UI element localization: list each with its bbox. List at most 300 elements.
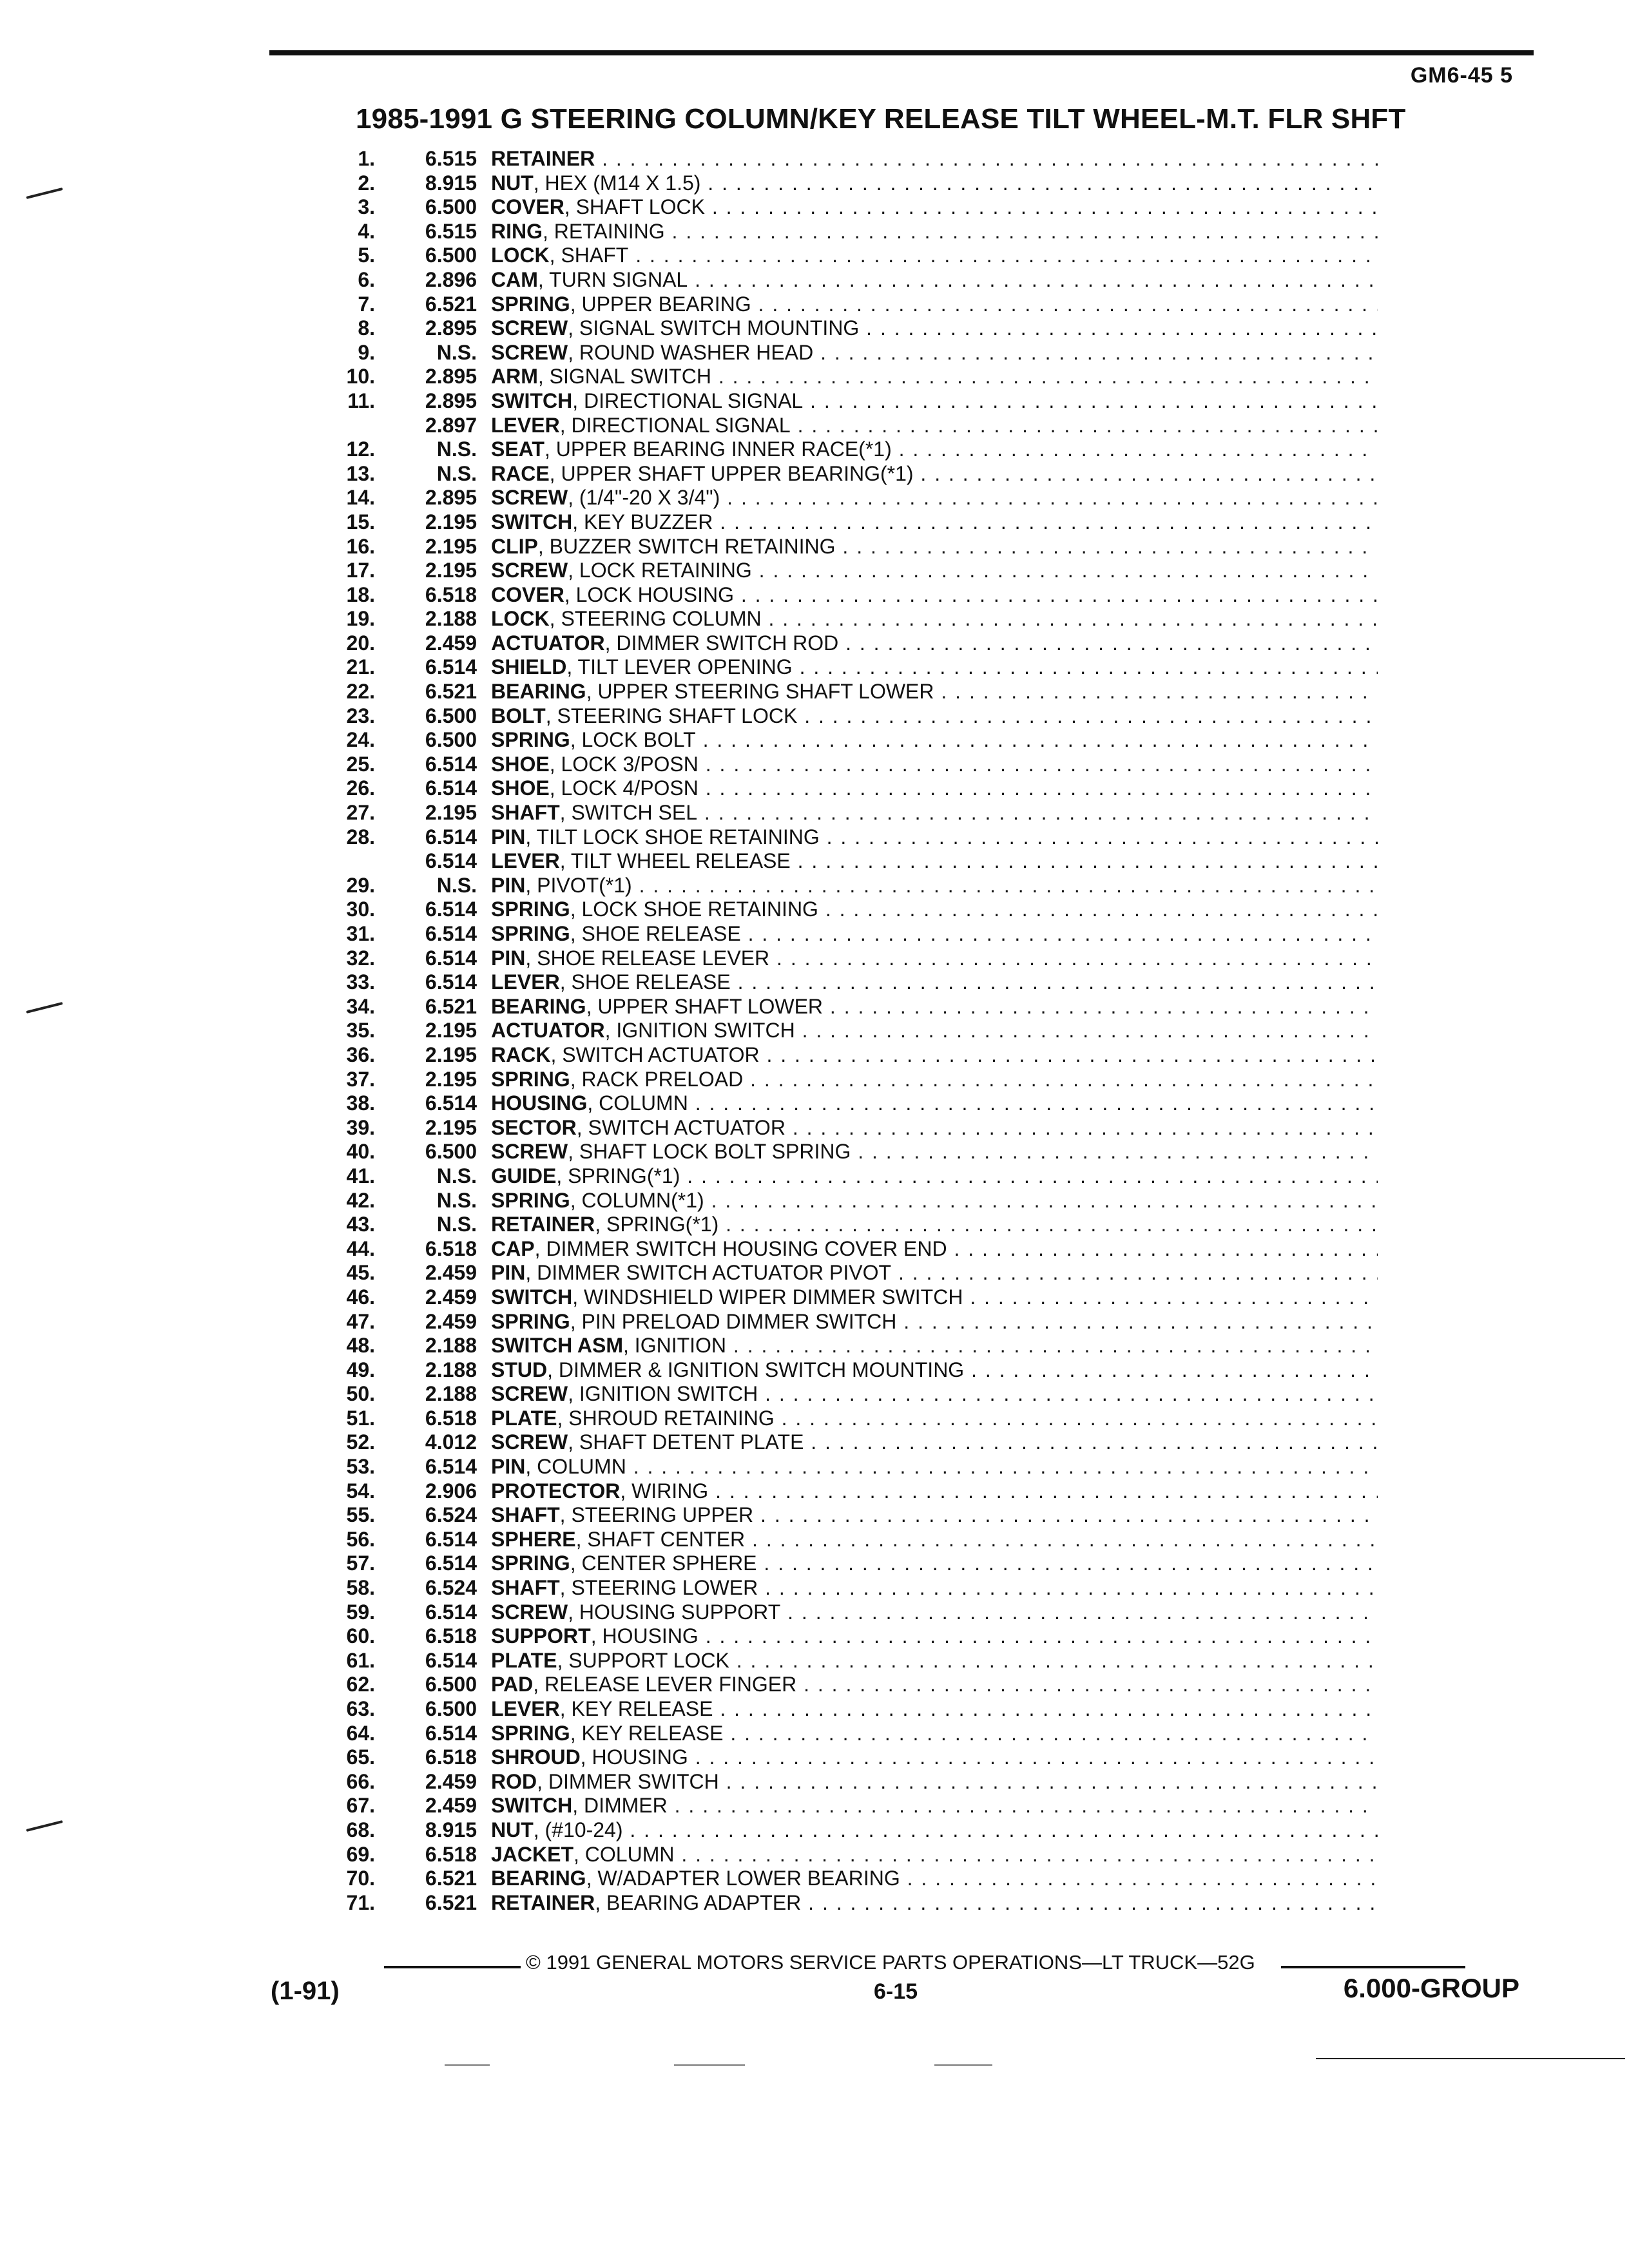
part-row (0, 437, 1629, 462)
part-name: SCREW (491, 1140, 568, 1164)
part-name: SCREW (491, 340, 568, 364)
part-name: COVER (491, 582, 564, 606)
group-number: 2.188 (425, 1358, 477, 1381)
part-number: 18. (346, 582, 375, 606)
part-number: 59. (346, 1600, 375, 1624)
part-qualifier: , DIMMER SWITCH ROD (604, 631, 839, 655)
part-number: 33. (346, 970, 375, 994)
part-description (491, 680, 1378, 704)
part-description (491, 607, 1378, 631)
part-description (491, 1334, 1378, 1358)
copyright-text: © 1991 GENERAL MOTORS SERVICE PARTS OPERATIONS—LT TRUCK—52G (526, 1951, 1255, 1974)
part-description (491, 631, 1378, 656)
part-description (491, 1068, 1378, 1092)
part-qualifier: , LOCK SHOE RETAINING (570, 898, 818, 921)
part-row (0, 970, 1629, 995)
part-number: 27. (346, 801, 375, 825)
part-row (0, 1576, 1629, 1600)
group-number: 2.895 (425, 389, 477, 412)
part-row (0, 171, 1629, 196)
part-row (0, 559, 1629, 583)
group-number: 6.500 (425, 195, 477, 219)
part-qualifier: , SWITCH ACTUATOR (576, 1115, 786, 1139)
part-number: 26. (346, 776, 375, 800)
part-row (0, 898, 1629, 922)
part-name: SPRING (491, 1309, 570, 1333)
part-number: 13. (346, 461, 375, 485)
part-qualifier: , SHOE RELEASE (559, 970, 731, 994)
group-number: 2.195 (425, 801, 477, 825)
group-number: 6.521 (425, 1890, 477, 1914)
part-row (0, 510, 1629, 535)
part-name: SWITCH (491, 1794, 573, 1818)
part-description (491, 1722, 1378, 1746)
part-number: 9. (358, 340, 375, 364)
part-name: JACKET (491, 1842, 574, 1866)
group-number: 6.514 (425, 1527, 477, 1551)
group-number: 6.514 (425, 752, 477, 776)
part-number: 21. (346, 655, 375, 679)
part-description (491, 293, 1378, 317)
part-row (0, 583, 1629, 608)
footer-rule-right (1281, 1966, 1465, 1968)
part-name: SHOE (491, 776, 550, 800)
group-number: 6.521 (425, 1867, 477, 1890)
part-number: 16. (346, 534, 375, 558)
part-row (0, 341, 1629, 365)
page-code: GM6-45 5 (1410, 63, 1513, 88)
part-number: 8. (358, 316, 375, 340)
part-qualifier: , BEARING ADAPTER (595, 1890, 802, 1914)
part-row (0, 1043, 1629, 1068)
part-qualifier: , LOCK HOUSING (564, 582, 734, 606)
group-number: 6.518 (425, 1745, 477, 1769)
part-name: SWITCH (491, 510, 573, 533)
part-row (0, 1745, 1629, 1770)
group-number: 6.515 (425, 147, 477, 170)
part-qualifier: , HOUSING SUPPORT (568, 1600, 781, 1624)
part-description (491, 898, 1378, 922)
part-name: SCREW (491, 316, 568, 340)
part-row (0, 147, 1629, 171)
part-description (491, 1843, 1378, 1867)
part-name: ACTUATOR (491, 631, 605, 655)
part-description (491, 1382, 1378, 1407)
part-description (491, 147, 1378, 171)
part-name: RETAINER (491, 1890, 595, 1914)
part-qualifier: , PIVOT(*1) (525, 873, 632, 897)
part-row (0, 1116, 1629, 1140)
part-name: LOCK (491, 244, 550, 267)
part-description (491, 1116, 1378, 1140)
part-row (0, 1068, 1629, 1092)
part-number: 48. (346, 1334, 375, 1358)
group-number: 6.500 (425, 728, 477, 752)
part-name: SWITCH (491, 1285, 573, 1309)
group-number: 6.515 (425, 219, 477, 243)
part-name: SWITCH ASM (491, 1334, 624, 1358)
group-number: 6.514 (425, 1600, 477, 1624)
part-number: 20. (346, 631, 375, 655)
part-description (491, 1697, 1378, 1722)
part-number: 63. (346, 1697, 375, 1720)
part-description (491, 1770, 1378, 1794)
part-qualifier: , CENTER SPHERE (570, 1552, 757, 1575)
part-name: SPRING (491, 728, 570, 752)
part-row (0, 535, 1629, 559)
group-number: 2.897 (425, 413, 477, 437)
part-row (0, 1213, 1629, 1237)
part-name: SHOE (491, 752, 550, 776)
part-description (491, 1407, 1378, 1431)
group-number: 6.521 (425, 292, 477, 316)
part-name: PIN (491, 946, 526, 970)
part-number: 39. (346, 1115, 375, 1139)
part-qualifier: , STEERING SHAFT LOCK (545, 704, 798, 727)
scan-dash (934, 2064, 992, 2066)
part-qualifier: , LOCK 4/POSN (549, 776, 699, 800)
part-description (491, 1237, 1378, 1262)
part-number: 3. (358, 195, 375, 219)
group-number: 4.012 (425, 1430, 477, 1454)
part-description (491, 1818, 1378, 1843)
part-description (491, 1624, 1378, 1649)
group-number: 2.195 (425, 559, 477, 582)
part-qualifier: , LOCK BOLT (570, 728, 696, 752)
part-number: 30. (346, 898, 375, 921)
part-description (491, 1043, 1378, 1068)
part-row (0, 293, 1629, 317)
group-number: 2.459 (425, 1309, 477, 1333)
part-number: 23. (346, 704, 375, 727)
part-name: ACTUATOR (491, 1019, 605, 1043)
part-row (0, 995, 1629, 1019)
part-number: 38. (346, 1091, 375, 1115)
part-qualifier: , WINDSHIELD WIPER DIMMER SWITCH (572, 1285, 963, 1309)
part-row (0, 1285, 1629, 1310)
group-number: 6.514 (425, 970, 477, 994)
part-qualifier: , SHAFT DETENT PLATE (568, 1430, 804, 1454)
part-row (0, 220, 1629, 244)
group-number: 2.459 (425, 631, 477, 655)
part-qualifier: , HEX (M14 X 1.5) (533, 171, 701, 195)
part-qualifier: , UPPER SHAFT UPPER BEARING(*1) (549, 461, 914, 485)
group-number: 2.459 (425, 1261, 477, 1285)
part-row (0, 316, 1629, 341)
group-number: 6.514 (425, 1455, 477, 1479)
part-number: 14. (346, 486, 375, 510)
part-number: 19. (346, 607, 375, 631)
part-description (491, 583, 1378, 608)
part-description (491, 825, 1378, 850)
part-number: 65. (346, 1745, 375, 1769)
group-number: 6.500 (425, 244, 477, 267)
group-number: 6.514 (425, 1091, 477, 1115)
part-qualifier: , KEY RELEASE (570, 1721, 724, 1745)
part-row (0, 1867, 1629, 1891)
part-name: BEARING (491, 994, 586, 1018)
part-name: RACE (491, 461, 550, 485)
part-number: 67. (346, 1794, 375, 1818)
part-number: 62. (346, 1673, 375, 1696)
group-number: N.S. (436, 340, 477, 364)
part-number: 61. (346, 1648, 375, 1672)
part-name: GUIDE (491, 1164, 557, 1187)
part-row (0, 1600, 1629, 1625)
group-number: 6.514 (425, 946, 477, 970)
part-number: 24. (346, 728, 375, 752)
part-number: 41. (346, 1164, 375, 1187)
part-row (0, 704, 1629, 729)
part-name: RETAINER (491, 147, 595, 170)
part-qualifier: , SHOE RELEASE LEVER (525, 946, 770, 970)
group-number: 6.500 (425, 1140, 477, 1164)
group-number: 6.500 (425, 1673, 477, 1696)
page-number: 6-15 (874, 1979, 918, 2004)
part-description (491, 1528, 1378, 1552)
part-row (0, 1164, 1629, 1189)
part-description (491, 195, 1378, 220)
part-qualifier: , PIN PRELOAD DIMMER SWITCH (570, 1309, 897, 1333)
part-qualifier: , SHOE RELEASE (570, 922, 741, 945)
part-qualifier: , DIMMER SWITCH (537, 1769, 719, 1793)
part-qualifier: , W/ADAPTER LOWER BEARING (586, 1867, 900, 1890)
part-row (0, 1552, 1629, 1576)
part-number: 49. (346, 1358, 375, 1381)
part-name: SPRING (491, 1721, 570, 1745)
part-number: 54. (346, 1479, 375, 1503)
parts-list (0, 147, 1629, 1915)
part-number: 17. (346, 559, 375, 582)
part-name: SPRING (491, 922, 570, 945)
group-number: 8.915 (425, 1818, 477, 1841)
group-number: 2.459 (425, 1285, 477, 1309)
part-description (491, 947, 1378, 971)
part-qualifier: , DIMMER SWITCH HOUSING COVER END (534, 1236, 947, 1260)
group-number: 6.521 (425, 994, 477, 1018)
group-number: 6.514 (425, 1721, 477, 1745)
part-description (491, 728, 1378, 753)
part-name: NUT (491, 1818, 534, 1841)
group-number: 2.459 (425, 1794, 477, 1818)
part-number: 35. (346, 1019, 375, 1043)
group-number: 6.514 (425, 898, 477, 921)
part-qualifier: , IGNITION SWITCH (604, 1019, 795, 1043)
part-number: 71. (346, 1890, 375, 1914)
part-qualifier: , DIMMER & IGNITION SWITCH MOUNTING (547, 1358, 965, 1381)
part-row (0, 1697, 1629, 1722)
part-qualifier: , UPPER BEARING INNER RACE(*1) (544, 437, 892, 461)
part-name: PLATE (491, 1648, 557, 1672)
part-row (0, 874, 1629, 898)
part-description (491, 535, 1378, 559)
part-row (0, 825, 1629, 850)
part-description (491, 268, 1378, 293)
group-number: 6.518 (425, 1236, 477, 1260)
part-qualifier: , KEY BUZZER (572, 510, 713, 533)
part-row (0, 389, 1629, 414)
group-number: 2.195 (425, 1019, 477, 1043)
part-description (491, 1213, 1378, 1237)
part-qualifier: , COLUMN (587, 1091, 688, 1115)
part-row (0, 1237, 1629, 1262)
group-number: 6.500 (425, 1697, 477, 1720)
group-number: 2.459 (425, 1769, 477, 1793)
part-number: 58. (346, 1576, 375, 1600)
part-row (0, 1358, 1629, 1383)
part-description (491, 1455, 1378, 1479)
part-row (0, 462, 1629, 486)
part-description (491, 1285, 1378, 1310)
part-qualifier: , COLUMN(*1) (570, 1188, 704, 1212)
part-row (0, 849, 1629, 874)
part-name: PLATE (491, 1406, 557, 1430)
group-number: 6.524 (425, 1576, 477, 1600)
part-row (0, 947, 1629, 971)
part-name: PIN (491, 1261, 526, 1285)
part-name: SPHERE (491, 1527, 576, 1551)
part-qualifier: , SHAFT CENTER (575, 1527, 746, 1551)
part-name: LEVER (491, 413, 560, 437)
revision-date: (1-91) (271, 1977, 340, 2005)
part-number: 53. (346, 1455, 375, 1479)
part-name: SCREW (491, 1430, 568, 1454)
part-row (0, 1649, 1629, 1673)
group-number: 2.195 (425, 1067, 477, 1091)
group-number: 2.906 (425, 1479, 477, 1503)
part-number: 36. (346, 1043, 375, 1066)
part-number: 31. (346, 922, 375, 945)
part-qualifier: , SHAFT LOCK (564, 195, 705, 219)
part-number: 11. (347, 389, 375, 412)
group-number: N.S. (436, 873, 477, 897)
part-number: 15. (346, 510, 375, 533)
part-qualifier: , HOUSING (590, 1624, 699, 1648)
part-name: LEVER (491, 1697, 560, 1720)
part-description (491, 1745, 1378, 1770)
part-name: BEARING (491, 680, 586, 704)
part-name: RACK (491, 1043, 551, 1066)
part-qualifier: , LOCK RETAINING (568, 559, 752, 582)
group-number: 2.895 (425, 365, 477, 389)
part-name: CLIP (491, 534, 538, 558)
part-description (491, 244, 1378, 268)
part-qualifier: , SPRING(*1) (595, 1213, 719, 1236)
group-number: 6.514 (425, 776, 477, 800)
part-name: BEARING (491, 1867, 586, 1890)
part-number: 46. (346, 1285, 375, 1309)
part-name: SHAFT (491, 1503, 560, 1527)
part-name: ROD (491, 1769, 537, 1793)
part-number: 68. (346, 1818, 375, 1841)
part-number: 22. (346, 680, 375, 704)
part-description (491, 389, 1378, 414)
group-number: N.S. (436, 1213, 477, 1236)
part-description (491, 1479, 1378, 1504)
group-number: 6.514 (425, 849, 477, 873)
part-description (491, 1358, 1378, 1383)
part-row (0, 1770, 1629, 1794)
group-number: 2.195 (425, 534, 477, 558)
part-row (0, 1479, 1629, 1504)
part-description (491, 655, 1378, 680)
part-row (0, 1310, 1629, 1334)
part-name: SPRING (491, 292, 570, 316)
part-number: 1. (358, 147, 375, 170)
part-name: SECTOR (491, 1115, 577, 1139)
group-label: 6.000-GROUP (1343, 1973, 1519, 2003)
part-row (0, 1019, 1629, 1043)
part-name: SHROUD (491, 1745, 581, 1769)
part-row (0, 728, 1629, 753)
part-name: SHIELD (491, 655, 567, 679)
group-number: 6.518 (425, 1406, 477, 1430)
part-qualifier: , TILT WHEEL RELEASE (559, 849, 791, 873)
group-number: 2.896 (425, 267, 477, 291)
part-name: RETAINER (491, 1213, 595, 1236)
part-number: 64. (346, 1721, 375, 1745)
part-qualifier: , RETAINING (543, 219, 665, 243)
part-row (0, 607, 1629, 631)
part-description (491, 365, 1378, 389)
part-row (0, 365, 1629, 389)
group-number: 6.521 (425, 680, 477, 704)
part-number: 55. (346, 1503, 375, 1527)
part-description (491, 849, 1378, 874)
part-row (0, 1818, 1629, 1843)
part-name: NUT (491, 171, 534, 195)
part-description (491, 462, 1378, 486)
part-qualifier: , UPPER BEARING (570, 292, 751, 316)
part-number: 69. (346, 1842, 375, 1866)
part-description (491, 1673, 1378, 1697)
part-qualifier: , DIRECTIONAL SIGNAL (559, 413, 791, 437)
part-number: 32. (346, 946, 375, 970)
part-description (491, 995, 1378, 1019)
part-description (491, 922, 1378, 947)
group-number: 2.188 (425, 1382, 477, 1406)
part-description (491, 1794, 1378, 1818)
group-number: N.S. (436, 1164, 477, 1187)
part-description (491, 1261, 1378, 1285)
part-description (491, 559, 1378, 583)
part-description (491, 1091, 1378, 1116)
part-description (491, 1140, 1378, 1164)
part-name: SEAT (491, 437, 545, 461)
part-row (0, 268, 1629, 293)
part-number: 50. (346, 1382, 375, 1406)
page-title: 1985-1991 G STEERING COLUMN/KEY RELEASE TILT WHEEL-M.T. FLR SHFT (356, 103, 1406, 135)
part-qualifier: , COLUMN (574, 1842, 675, 1866)
part-number: 5. (358, 244, 375, 267)
part-description (491, 1576, 1378, 1600)
part-row (0, 680, 1629, 704)
part-number: 66. (346, 1769, 375, 1793)
group-number: 6.518 (425, 1624, 477, 1648)
part-number: 4. (358, 219, 375, 243)
part-row (0, 414, 1629, 438)
group-number: 2.195 (425, 1115, 477, 1139)
group-number: 6.514 (425, 1648, 477, 1672)
part-qualifier: , IGNITION (623, 1334, 727, 1358)
part-row (0, 1189, 1629, 1213)
part-qualifier: , SUPPORT LOCK (557, 1648, 729, 1672)
part-name: SCREW (491, 1600, 568, 1624)
part-qualifier: , WIRING (620, 1479, 709, 1503)
part-qualifier: , SHAFT LOCK BOLT SPRING (568, 1140, 851, 1164)
part-number: 44. (346, 1236, 375, 1260)
group-number: 6.514 (425, 655, 477, 679)
